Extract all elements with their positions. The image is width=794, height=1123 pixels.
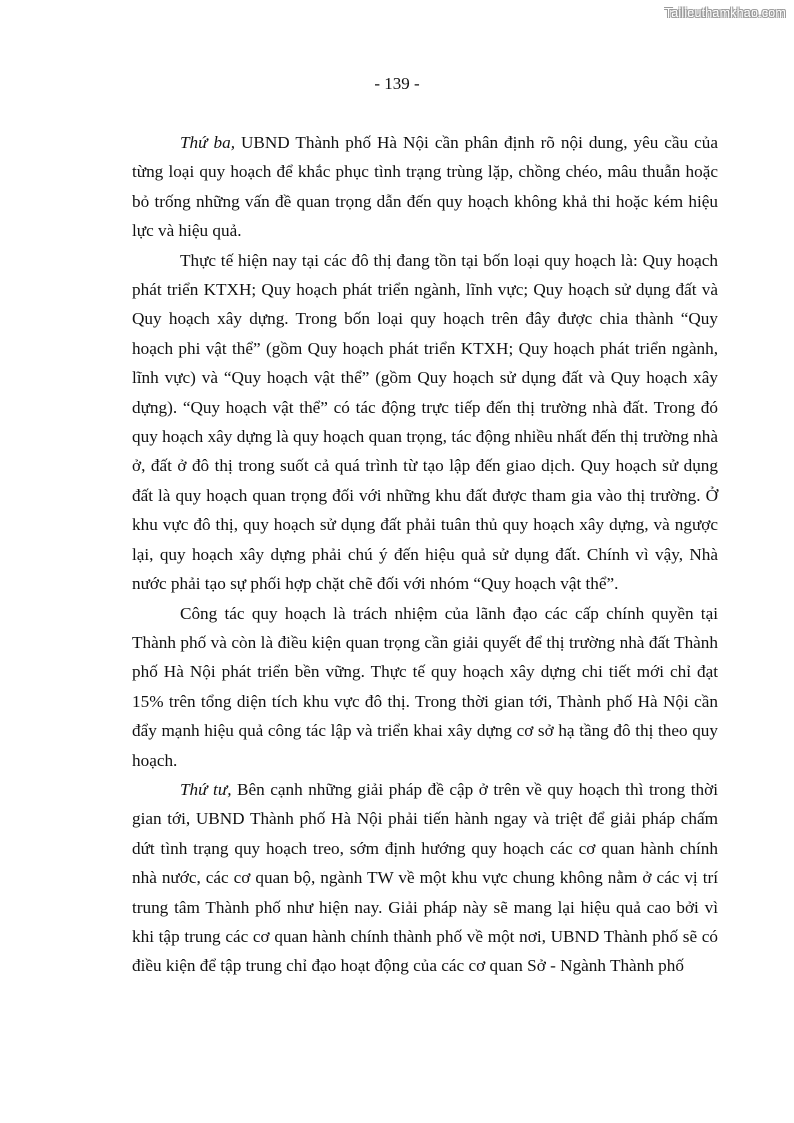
paragraph-text: Thực tế hiện nay tại các đô thị đang tồn tại bốn loại quy hoạch là: Quy hoạch phát triển KTXH; Quy hoạch phát triển ngành, lĩnh vực; Quy hoạch sử dụng đất và Quy hoạch xây dựng. Trong bốn loại quy hoạch trên đây được chia thành “Quy hoạch phi vật thể” (gồm Quy hoạch phát triển KTXH; Quy hoạch phát triển ngành, lĩnh vực) và “Quy hoạch vật thể” (gồm Quy hoạch sử dụng đất và Quy hoạch xây dựng). “Quy hoạch vật thể” có tác động trực tiếp đến thị trường nhà đất. Trong đó quy hoạch xây dựng là quy hoạch quan trọng, tác động nhiều nhất đến thị trường nhà ở, đất ở đô thị trong suốt cả quá trình từ tạo lập đến giao dịch. Quy hoạch sử dụng đất là quy hoạch quan trọng đối với những khu đất được tham gia vào thị trường. Ở khu vực đô thị, quy hoạch sử dụng đất phải tuân thủ quy hoạch xây dựng, và ngược lại, quy hoạch xây dựng phải chú ý đến hiệu quả sử dụng đất. Chính vì vậy, Nhà nước phải tạo sự phối hợp chặt chẽ đối với nhóm “Quy hoạch vật thể”.: [132, 250, 718, 594]
paragraph-text: UBND Thành phố Hà Nội cần phân định rõ nội dung, yêu cầu của từng loại quy hoạch để khắc phục tình trạng trùng lặp, chồng chéo, mâu thuẫn hoặc bỏ trống những vấn đề quan trọng dẫn đến quy hoạch không khả thi hoặc kém hiệu lực và hiệu quả.: [132, 133, 718, 241]
paragraph-planning-work: [132, 599, 718, 775]
paragraph-text: Bên cạnh những giải pháp đề cập ở trên về quy hoạch thì trong thời gian tới, UBND Thành phố Hà Nội phải tiến hành ngay và triệt để giải pháp chấm dứt tình trạng quy hoạch treo, sớm định hướng quy hoạch các cơ quan hành chính nhà nước, các cơ quan bộ, ngành TW về một khu vực chung không nằm ở các vị trí trung tâm Thành phố như hiện nay. Giải pháp này sẽ mang lại hiệu quả cao bởi vì khi tập trung các cơ quan hành chính thành phố về một nơi, UBND Thành phố sẽ có điều kiện để tập trung chỉ đạo hoạt động của các cơ quan Sở - Ngành Thành phố: [132, 779, 718, 976]
paragraph-lead: Thứ tư,: [180, 779, 232, 799]
paragraph-lead: Thứ ba,: [180, 133, 235, 152]
paragraph-four-plans: [132, 246, 718, 599]
paragraph-thu-ba: [132, 128, 718, 246]
paragraph-thu-tu: [132, 775, 718, 981]
paragraph-text: Công tác quy hoạch là trách nhiệm của lãnh đạo các cấp chính quyền tại Thành phố và còn là điều kiện quan trọng cần giải quyết để thị trường nhà đất Thành phố Hà Nội phát triển bền vững. Thực tế quy hoạch xây dựng chi tiết mới chỉ đạt 15% trên tổng diện tích khu vực đô thị. Trong thời gian tới, Thành phố Hà Nội cần đẩy mạnh hiệu quả công tác lập và triển khai xây dựng cơ sở hạ tầng đô thị theo quy hoạch.: [132, 603, 718, 770]
watermark: Tailieuthamkhao.com: [664, 6, 786, 20]
page-number: - 139 -: [374, 74, 420, 93]
document-body: [132, 128, 718, 981]
